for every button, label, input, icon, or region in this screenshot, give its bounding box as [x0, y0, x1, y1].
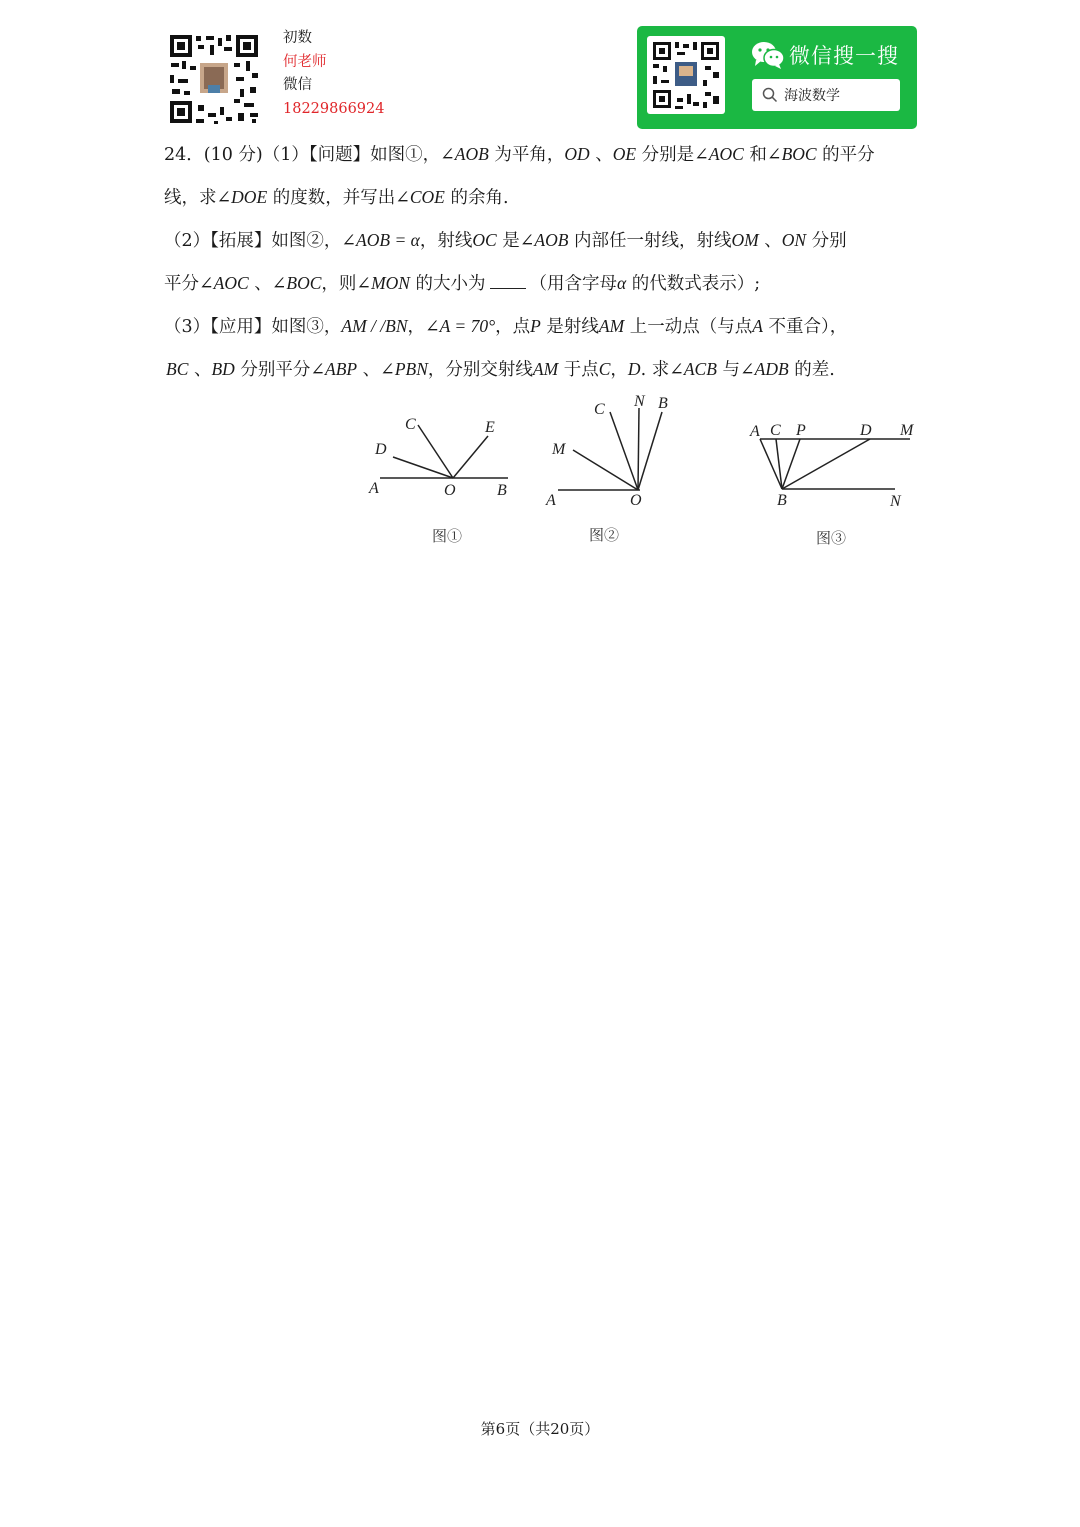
figure-3-diagram [740, 415, 920, 515]
math-alpha: α [617, 273, 627, 293]
ray-oc [610, 412, 638, 490]
label-e: E [485, 419, 495, 436]
math-bc: BC [166, 359, 189, 379]
ray-oc [418, 425, 453, 478]
wechat-logo-icon [751, 40, 785, 74]
q3-text: ，射线 [419, 231, 473, 251]
math-angle-abp: ∠ABP [310, 359, 358, 379]
math-od: OD [564, 144, 590, 164]
question-line-2 [164, 184, 509, 209]
label-p: P [796, 422, 806, 439]
q2-text: 的余角. [444, 188, 509, 208]
segment-bd [782, 439, 870, 489]
math-am: AM [532, 359, 559, 379]
q1-text: 、 [589, 145, 613, 165]
q5-text: 上一动点（与点 [624, 317, 753, 337]
q5-text: ，点 [495, 317, 531, 337]
math-angle-aob: ∠AOB [519, 230, 569, 250]
label-a: A [369, 480, 379, 497]
q1-text: 分别是 [636, 145, 695, 165]
label-d: D [375, 441, 387, 458]
math-d: D [627, 359, 641, 379]
q4-text: （用含字母 [529, 274, 618, 294]
contact-info [283, 27, 384, 121]
q6-text: 、 [188, 360, 212, 380]
math-om: OM [731, 230, 759, 250]
q6-text: 的差. [788, 360, 835, 380]
label-a: A [546, 492, 556, 509]
math-c: C [598, 359, 611, 379]
q3-text: 、 [758, 231, 782, 251]
qr-code-icon [168, 33, 260, 125]
ray-od [393, 457, 453, 478]
math-angle-aob: ∠AOB [440, 144, 489, 164]
question-line-3 [164, 227, 847, 252]
q4-text: ，则 [321, 274, 357, 294]
search-box[interactable] [752, 79, 900, 111]
page-footer: 第6页（共20页） [480, 1420, 600, 1438]
question-line-5 [164, 313, 847, 338]
math-angle-boc: ∠BOC [271, 273, 322, 293]
ray-ob [638, 412, 662, 490]
math-angle-aob-alpha: ∠AOB = α [341, 230, 420, 250]
q5-text: （3）【应用】如图③， [164, 317, 342, 337]
answer-blank[interactable] [490, 274, 526, 289]
wechat-search-title: 微信搜一搜 [789, 44, 899, 68]
label-b: B [658, 395, 668, 412]
math-angle-doe: ∠DOE [216, 187, 268, 207]
figure-2-caption: 图② [589, 526, 620, 544]
label-a: A [750, 423, 760, 440]
label-m: M [552, 441, 566, 458]
question-line-1 [164, 141, 875, 166]
math-angle-coe: ∠COE [395, 187, 445, 207]
contact-line-subject: 初数 [283, 30, 312, 46]
q6-text: ， [610, 360, 628, 380]
q2-text: 线，求 [164, 188, 217, 208]
q3-text: 分别 [806, 231, 847, 251]
ray-oe [453, 436, 488, 478]
q6-text: ，分别交射线 [427, 360, 533, 380]
math-angle-mon: ∠MON [356, 273, 410, 293]
label-n: N [890, 493, 901, 510]
label-n: N [634, 393, 645, 410]
q2-text: 的度数，并写出 [267, 188, 396, 208]
left-qr-code [168, 33, 260, 125]
math-p: P [530, 316, 541, 336]
figure-1-caption: 图① [432, 527, 463, 545]
label-b: B [497, 482, 507, 499]
q5-text: ， [407, 317, 425, 337]
math-angle-acb: ∠ACB [669, 359, 717, 379]
contact-line-phone: 18229866924 [283, 100, 385, 117]
label-d: D [860, 422, 872, 439]
math-angle-aoc: ∠AOC [199, 273, 249, 293]
segment-bp [782, 439, 800, 489]
math-oc: OC [472, 230, 497, 250]
q6-text: 于点 [558, 360, 599, 380]
question-line-6 [166, 356, 835, 381]
q6-text: . 求 [640, 360, 670, 380]
label-c: C [594, 401, 605, 418]
label-o: O [444, 482, 456, 499]
math-angle-boc: ∠BOC [766, 144, 817, 164]
qr-code-icon [647, 36, 725, 114]
q6-text: 与 [716, 360, 740, 380]
contact-line-wechat: 微信 [283, 77, 312, 93]
label-b: B [777, 492, 787, 509]
label-c: C [770, 422, 781, 439]
search-icon [762, 87, 778, 103]
figure-3-caption: 图③ [816, 529, 847, 547]
math-am-parallel-bn: AM / /BN [341, 316, 408, 336]
search-box-text: 海波数学 [784, 88, 840, 104]
question-line-4 [164, 270, 760, 295]
q3-text: （2）【拓展】如图②， [164, 231, 342, 251]
math-angle-aoc: ∠AOC [694, 144, 744, 164]
q6-text: 分别平分 [234, 360, 311, 380]
figure-2-diagram [540, 390, 680, 510]
math-a: A [752, 316, 763, 336]
math-bd: BD [211, 359, 235, 379]
ray-om [573, 450, 638, 490]
math-angle-a-70: ∠A = 70° [425, 316, 496, 336]
q4-text: 、 [248, 274, 272, 294]
contact-line-teacher: 何老师 [283, 53, 327, 70]
ray-on [638, 408, 639, 490]
figure-1-diagram [360, 405, 530, 505]
q3-text: 是 [496, 231, 520, 251]
q3-text: 内部任一射线，射线 [568, 231, 732, 251]
q4-text: 平分 [164, 274, 199, 294]
q5-text: 不重合）， [762, 317, 848, 337]
q1-text: 24．(10 分)（1）【问题】如图①， [164, 145, 441, 165]
q1-text: 为平角， [488, 145, 565, 165]
math-angle-adb: ∠ADB [740, 359, 789, 379]
q1-text: 和 [743, 145, 767, 165]
label-o: O [630, 492, 642, 509]
q6-text: 、 [357, 360, 381, 380]
label-c: C [405, 416, 416, 433]
banner-qr-code [647, 36, 725, 114]
math-on: ON [781, 230, 807, 250]
q1-text: 的平分 [816, 145, 875, 165]
q4-text: 的大小为 [409, 274, 486, 294]
wechat-search-banner[interactable] [637, 26, 917, 129]
label-m: M [900, 422, 914, 439]
q4-text: 的代数式表示）; [626, 274, 761, 294]
math-am: AM [598, 316, 625, 336]
math-angle-pbn: ∠PBN [380, 359, 428, 379]
q5-text: 是射线 [540, 317, 599, 337]
math-oe: OE [612, 144, 637, 164]
